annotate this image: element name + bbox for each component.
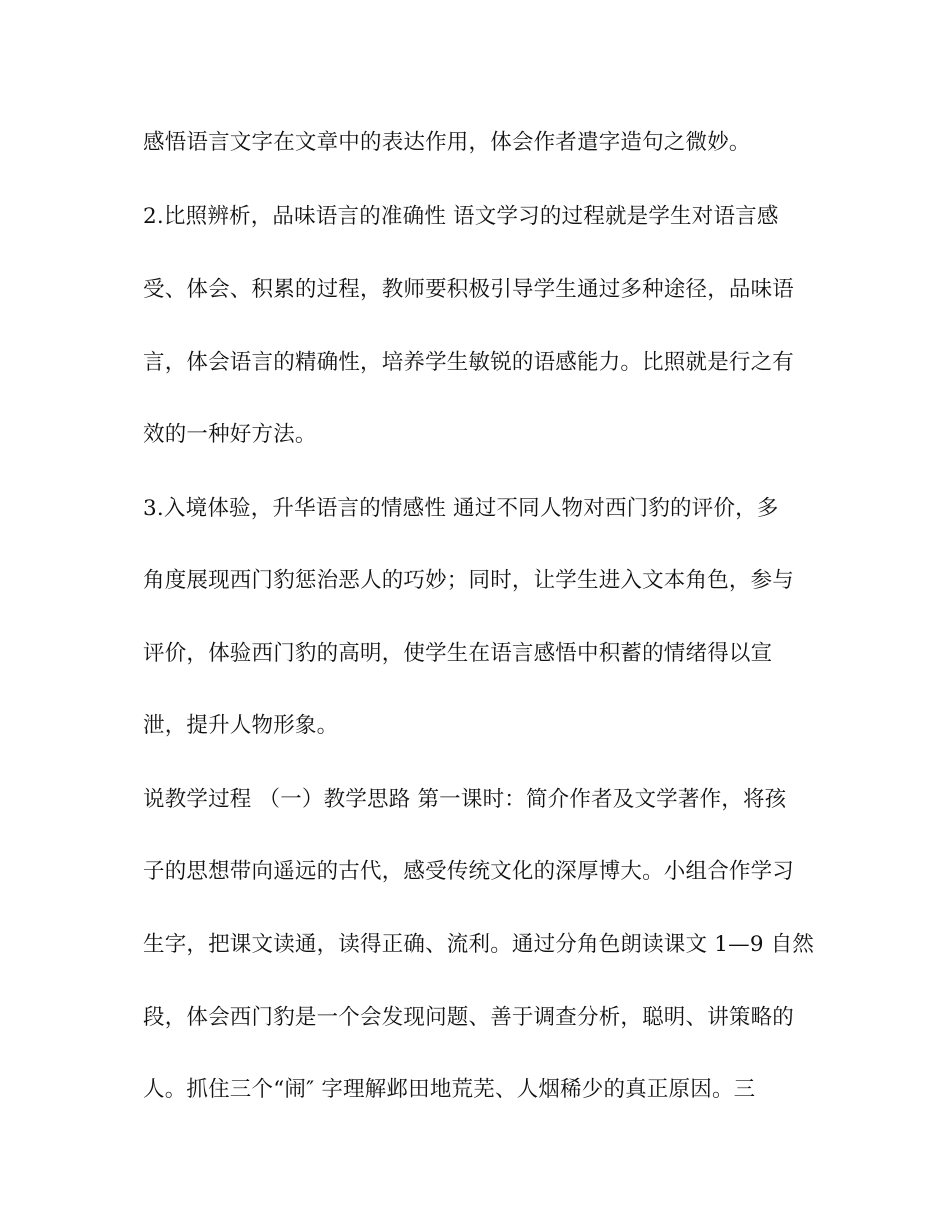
text-line: 段，体会西门豹是一个会发现问题、善于调查分析，聪明、讲策略的: [143, 1005, 795, 1030]
text-line: 人。抓住三个“闹″ 字理解邺田地荒芜、人烟稀少的真正原因。三: [143, 1077, 756, 1102]
text-line: 角度展现西门豹惩治恶人的巧妙；同时，让学生进入文本角色，参与: [143, 568, 795, 593]
text-line: 2.比照辨析，品味语言的准确性 语文学习的过程就是学生对语言感: [143, 204, 779, 229]
text-line: 说教学过程 （一）教学思路 第一课时：简介作者及文学著作，将孩: [143, 787, 787, 812]
text-line: 3.入境体验，升华语言的情感性 通过不同人物对西门豹的评价，多: [143, 496, 779, 521]
text-line: 效的一种好方法。: [143, 422, 317, 447]
text-line: 受、体会、积累的过程，教师要积极引导学生通过多种途径，品味语: [143, 277, 795, 302]
text-line: 生字，把课文读通，读得正确、流利。通过分角色朗读课文 1—9 自然: [143, 932, 815, 957]
text-line: 泄，提升人物形象。: [143, 713, 339, 738]
text-line: 言，体会语言的精确性，培养学生敏锐的语感能力。比照就是行之有: [143, 350, 795, 375]
text-line: 子的思想带向遥远的古代，感受传统文化的深厚博大。小组合作学习: [143, 859, 795, 884]
text-line: 评价，体验西门豹的高明，使学生在语言感悟中积蓄的情绪得以宣: [143, 641, 773, 666]
text-line: 感悟语言文字在文章中的表达作用，体会作者遣字造句之微妙。: [143, 130, 751, 155]
